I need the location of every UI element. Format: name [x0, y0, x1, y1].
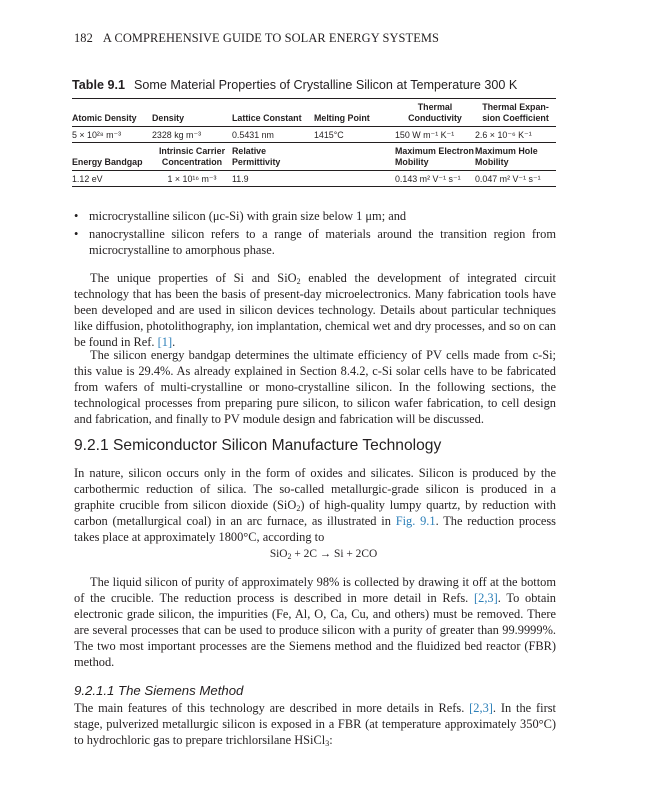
page-number: 182	[74, 31, 93, 45]
table-row-1	[72, 127, 556, 143]
material-properties-table	[72, 78, 556, 187]
table-cell: 2.6 × 10⁻⁶ K⁻¹	[475, 127, 556, 143]
header-cell: Intrinsic Carrier Concentration	[152, 143, 232, 171]
paragraph: The main features of this technology are described in more details in Refs. [2,3]. In the first stage, pulverized metallurgic silicon is exposed in a FBR (at temperature approximately 350°C) to hydrochloric gas to prepare trichlorsilane HSiCl$_3$:	[74, 701, 556, 748]
book-title: A COMPREHENSIVE GUIDE TO SOLAR ENERGY SYSTEMS	[102, 31, 439, 45]
reference-link[interactable]: [2,3]	[474, 591, 498, 605]
header-cell: Atomic Density	[72, 99, 152, 127]
table-cell: 0.5431 nm	[232, 127, 314, 143]
header-cell: Density	[152, 99, 232, 127]
table-cell: 150 W m⁻¹ K⁻¹	[395, 127, 475, 143]
table-cell: 1.12 eV	[72, 171, 152, 187]
table-caption	[72, 78, 556, 92]
table-cell: 1 × 10¹⁶ m⁻³	[152, 171, 232, 187]
table-cell: 0.143 m² V⁻¹ s⁻¹	[395, 171, 475, 187]
table-caption-text: Some Material Properties of Crystalline Silicon at Temperature 300 K	[133, 78, 518, 92]
equation: SiO$_2$ + 2C → Si + 2CO	[269, 548, 378, 561]
table-cell: 11.9	[232, 171, 314, 187]
header-cell: Maximum Hole Mobility	[475, 143, 556, 171]
table-row-2	[72, 171, 556, 187]
header-cell: Melting Point	[314, 99, 395, 127]
header-cell: Energy Bandgap	[72, 143, 152, 171]
header-cell: Thermal Expan-sion Coefficient	[475, 99, 556, 127]
header-cell: Relative Permittivity	[232, 143, 314, 171]
paragraph: The silicon energy bandgap determines the ultimate efficiency of PV cells made from c-Si; this value is 29.4%. As already explained in Section 8.4.2, c-Si solar cells have to be fabricated from wafers of multi-crystalline or mono-crystalline silicon. In the following sections, the technological processes from preparing pure silicon, to silicon wafer fabrication, to cell design and fabrication, and finally to PV module design and fabrication will be discussed.	[74, 348, 556, 426]
header-cell: Maximum Electron Mobility	[395, 143, 475, 171]
list-item: • nanocrystalline silicon refers to a range of materials around the transition region from microcrystalline to amorphous phase.	[74, 227, 556, 257]
section-heading: 9.2.1 Semiconductor Silicon Manufacture Technology	[74, 437, 442, 454]
table-cell: 5 × 10²⁸ m⁻³	[72, 127, 152, 143]
table-label: Table 9.1	[72, 78, 125, 92]
subsection-heading: 9.2.1.1 The Siemens Method	[74, 683, 244, 698]
table-header-row-2	[72, 143, 556, 171]
table-cell: 1415°C	[314, 127, 395, 143]
paragraph: The unique properties of Si and SiO$_2$ enabled the development of integrated circuit technology that has been the basis of present-day microelectronics. Many fabrication tools have been developed and are used in silicon devices technology. Details about particular techniques like diffusion, photolithography, ion implantation, chemical wet and dry processes, and so on can be found in Ref. [1].	[74, 271, 556, 349]
bullet-list	[74, 208, 556, 260]
reference-link[interactable]: [1]	[157, 335, 173, 349]
header-cell: Lattice Constant	[232, 99, 314, 127]
paragraph: The liquid silicon of purity of approximately 98% is collected by drawing it off at the bottom of the crucible. The reduction process is described in more detail in Refs. [2,3]. To obtain electronic grade silicon, the impurities (Fe, Al, O, Ca, Cu, and others) must be removed. There are several processes that can be used to produce silicon with a purity of greater than 99.9999%. The two most important processes are the Siemens method and the fluidized bed reactor (FBR) method.	[74, 575, 556, 669]
paragraph: In nature, silicon occurs only in the form of oxides and silicates. Silicon is produced by the carbothermic reduction of silica. The so-called metallurgic-grade silicon is produced in a graphite crucible from silicon dioxide (SiO$_2$) of high-quality lumpy quartz, by reduction with carbon (metallurgical coal) in an arc furnace, as illustrated in Fig. 9.1. The reduction process takes place at approximately 1800°C, according to	[74, 466, 557, 544]
table-cell: 0.047 m² V⁻¹ s⁻¹	[475, 171, 556, 187]
figure-link[interactable]: Fig. 9.1	[395, 514, 436, 528]
header-cell: Thermal Conductivity	[395, 99, 475, 127]
reference-link[interactable]: [2,3]	[469, 701, 493, 715]
table-header-row-1	[72, 99, 556, 127]
running-head	[74, 31, 439, 46]
table-cell: 2328 kg m⁻³	[152, 127, 232, 143]
list-item: • microcrystalline silicon (μc-Si) with grain size below 1 μm; and	[74, 209, 407, 223]
